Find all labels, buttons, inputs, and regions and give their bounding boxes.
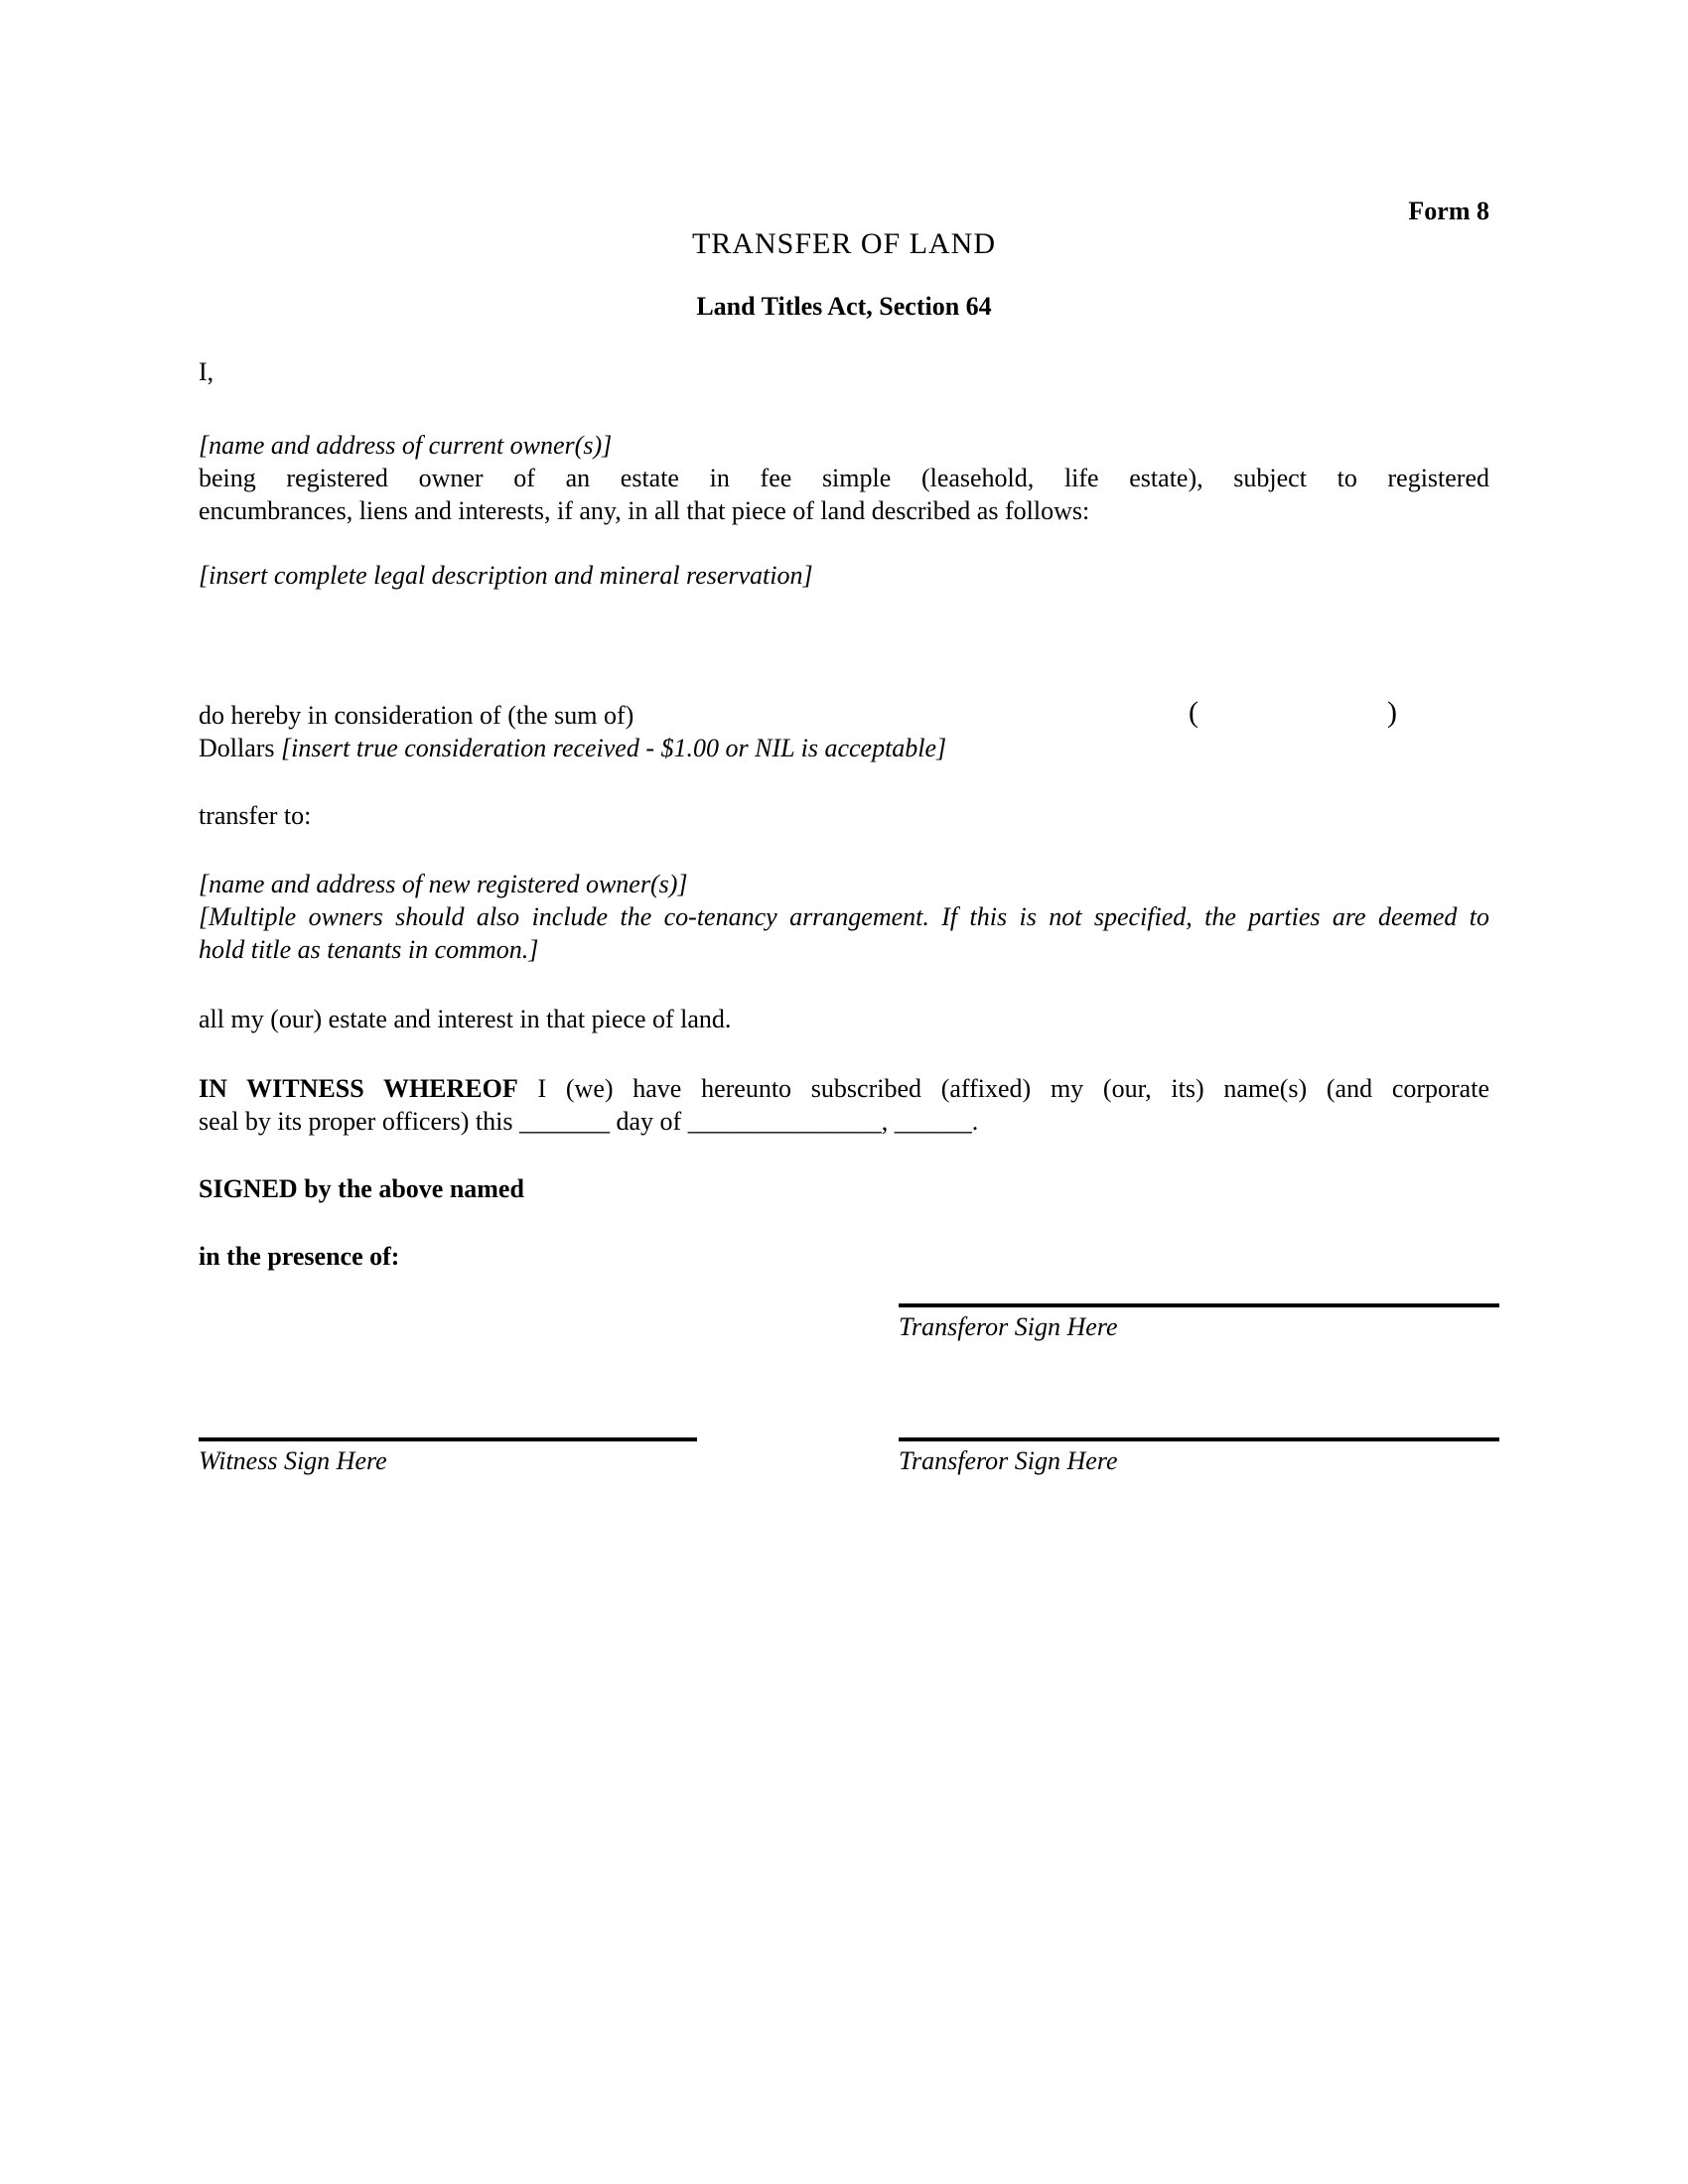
registered-owner-line1: being registered owner of an estate in fee simple (leasehold, life estate), subject to registered bbox=[199, 464, 1489, 492]
form-number: Form 8 bbox=[1408, 197, 1489, 225]
consideration-paren-close: ) bbox=[1387, 696, 1397, 729]
current-owner-placeholder: [name and address of current owner(s)] bbox=[199, 431, 613, 460]
page-title: TRANSFER OF LAND bbox=[691, 227, 997, 260]
witness-clause-bold: IN WITNESS WHEREOF bbox=[199, 1074, 518, 1103]
signed-by-line: SIGNED by the above named bbox=[199, 1174, 524, 1203]
legal-description-placeholder: [insert complete legal description and mineral reservation] bbox=[199, 561, 813, 590]
estate-interest-line: all my (our) estate and interest in that piece of land. bbox=[199, 1005, 732, 1033]
transferor-signature-label-bottom: Transferor Sign Here bbox=[899, 1446, 1118, 1475]
witness-signature-label: Witness Sign Here bbox=[199, 1446, 387, 1475]
registered-owner-line2: encumbrances, liens and interests, if any, in all that piece of land described as follows: bbox=[199, 496, 1090, 525]
opening-text: I, bbox=[199, 357, 214, 386]
co-tenancy-note-line2: hold title as tenants in common.] bbox=[199, 935, 539, 964]
consideration-paren-open: ( bbox=[1189, 696, 1198, 729]
witness-clause-rest: I (we) have hereunto subscribed (affixed) my (our, its) name(s) (and corporate bbox=[517, 1074, 1489, 1103]
page-subtitle: Land Titles Act, Section 64 bbox=[696, 292, 992, 321]
dollars-line bbox=[199, 732, 1489, 764]
transfer-to-line: transfer to: bbox=[199, 801, 312, 830]
transferor-signature-line-top bbox=[899, 1303, 1499, 1307]
consideration-line: do hereby in consideration of (the sum of) bbox=[199, 701, 634, 730]
transferor-signature-label-top: Transferor Sign Here bbox=[899, 1312, 1118, 1341]
dollars-placeholder: [insert true consideration received - $1.00 or NIL is acceptable] bbox=[281, 734, 947, 762]
transferor-signature-line-bottom bbox=[899, 1437, 1499, 1441]
presence-of-line: in the presence of: bbox=[199, 1242, 400, 1271]
witness-clause-line2: seal by its proper officers) this _______ day of _______________, ______. bbox=[199, 1107, 979, 1136]
new-owner-placeholder: [name and address of new registered owner(s)] bbox=[199, 870, 688, 898]
witness-signature-line bbox=[199, 1437, 697, 1441]
dollars-label: Dollars bbox=[199, 734, 282, 762]
witness-clause-line1 bbox=[199, 1072, 1489, 1105]
co-tenancy-note-line1: [Multiple owners should also include the co-tenancy arrangement. If this is not specified, the parties are deemed to bbox=[199, 902, 1489, 931]
